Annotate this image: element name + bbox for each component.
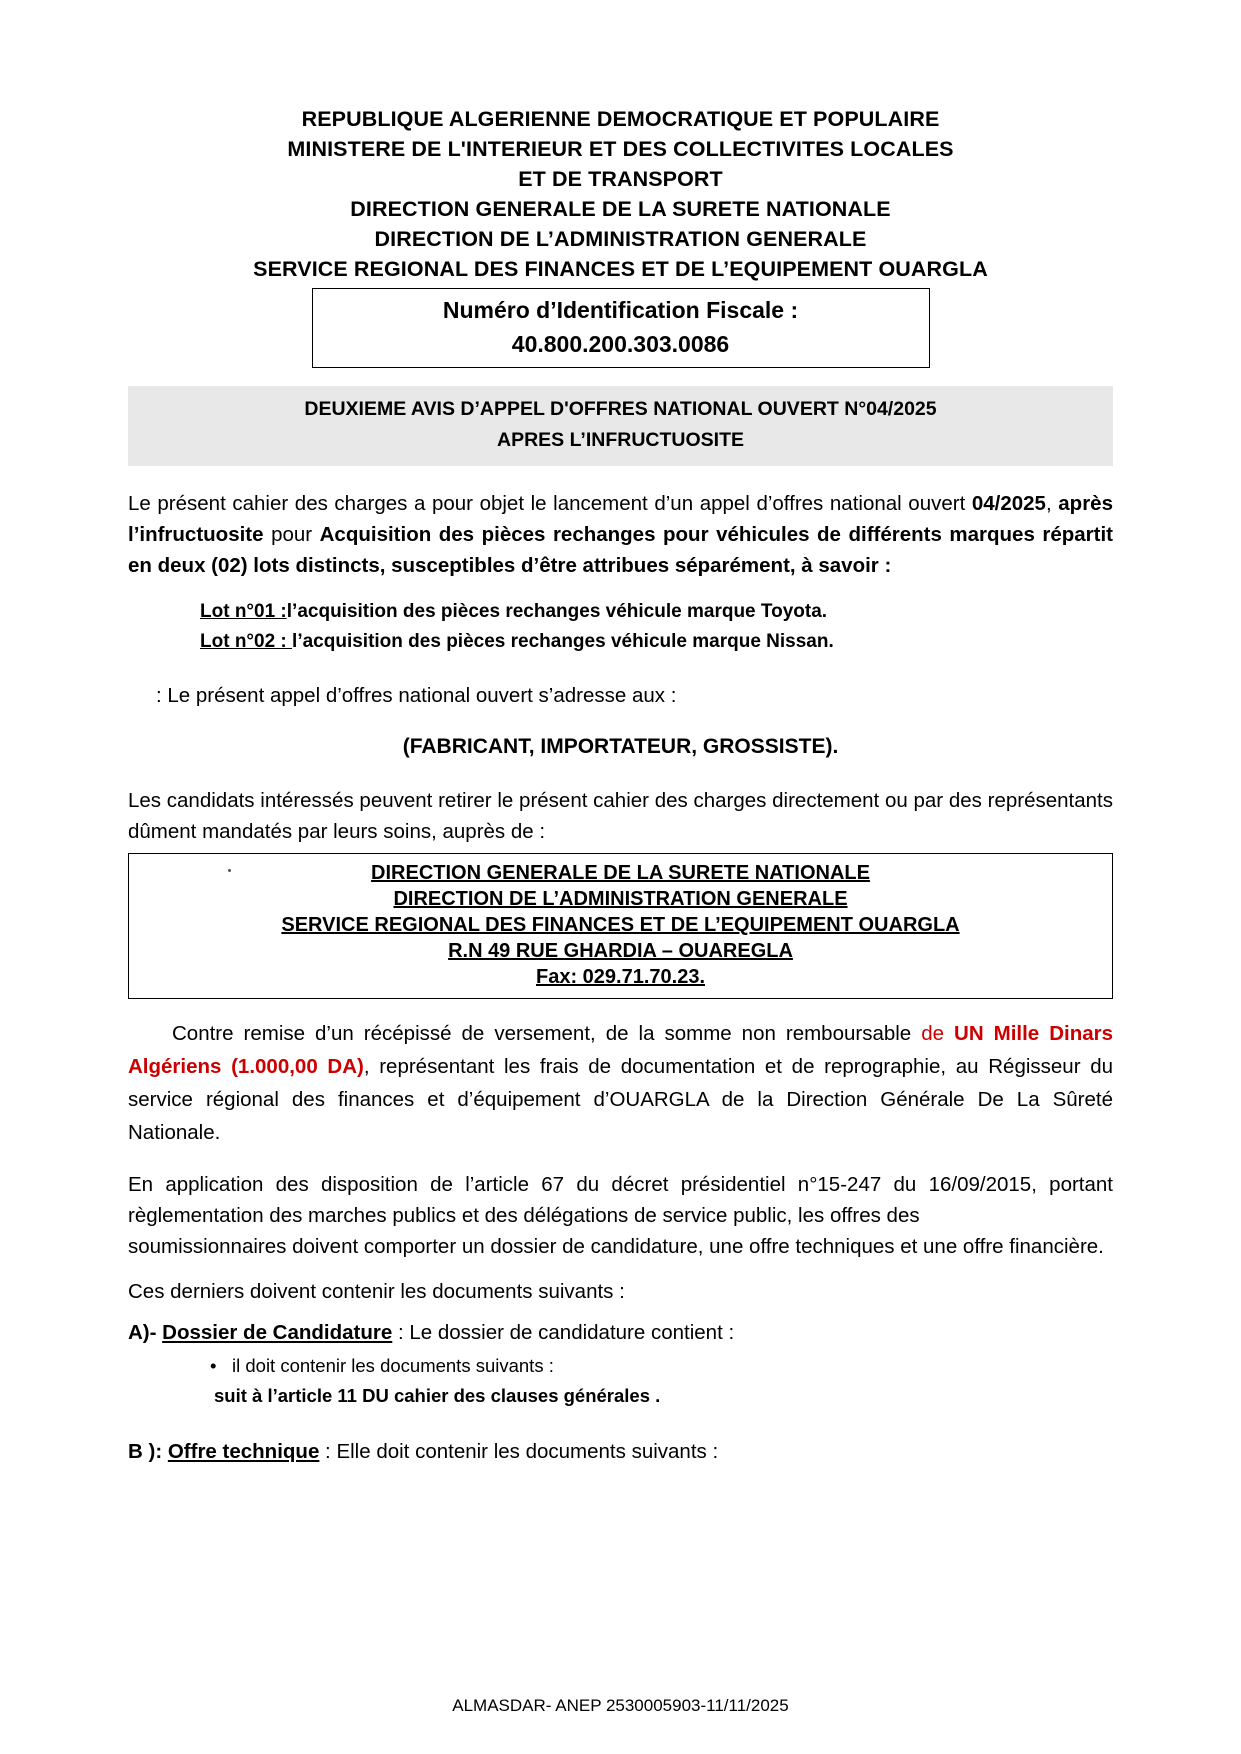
fee-text-2: , représentant les frais de documentation et de reprographie, au Régisseur du service régional des finances et d’équipement d’OUARGLA de la Direction Générale De La Sûreté Nationale.: [128, 1055, 1114, 1144]
document-header: [128, 104, 1113, 284]
addressed-to-line: : Le présent appel d’offres national ouvert s’adresse aux :: [156, 684, 677, 707]
header-line-5: DIRECTION DE L’ADMINISTRATION GENERALE: [374, 227, 867, 251]
object-ref-number: 04/2025: [971, 492, 1046, 515]
fee-amount: UN Mille Dinars Algériens (1.000,00 DA): [128, 1022, 1114, 1078]
lot-item-1: [200, 597, 1113, 627]
section-a-title: Dossier de Candidature: [162, 1321, 393, 1344]
section-a-rest: : Le dossier de candidature contient :: [392, 1321, 735, 1344]
scan-artifact-dot: [228, 869, 231, 872]
address-line-2: DIRECTION DE L’ADMINISTRATION GENERALE: [393, 888, 848, 910]
address-line-4: R.N 49 RUE GHARDIA – OUAREGLA: [448, 940, 793, 962]
lot-1-text: l’acquisition des pièces rechanges véhicule marque Toyota.: [286, 601, 828, 622]
section-a-heading: [128, 1317, 1113, 1348]
object-infructuosite: après l’infructuosite: [128, 492, 1113, 546]
fee-text-1: Contre remise d’un récépissé de versement, de la somme non remboursable: [172, 1022, 922, 1045]
fee-de: de: [921, 1022, 955, 1045]
eligible-bidders: (FABRICANT, IMPORTATEUR, GROSSISTE).: [402, 735, 839, 758]
address-line-3: SERVICE REGIONAL DES FINANCES ET DE L’EQUIPEMENT OUARGLA: [281, 914, 960, 936]
tender-notice-banner: [128, 386, 1113, 466]
section-b-rest: : Elle doit contenir les documents suivants :: [319, 1440, 719, 1463]
fiscal-id-box: [312, 288, 930, 368]
withdrawal-paragraph: Les candidats intéressés peuvent retirer le présent cahier des charges directement ou par des représentants dûment mandatés par leurs soins, auprès de :: [128, 789, 1113, 843]
application-paragraph-2: soumissionnaires doivent comporter un dossier de candidature, une offre techniques et une offre financière.: [128, 1235, 1104, 1258]
section-b-title: Offre technique: [167, 1440, 320, 1463]
application-paragraph-1: En application des disposition de l’article 67 du décret présidentiel n°15-247 du 16/09/2015, portant règlementation des marches publics et des délégations de service public, les offres des: [128, 1173, 1113, 1227]
withdrawal-address-box: [128, 853, 1113, 999]
tender-notice-line-2: APRES L’INFRUCTUOSITE: [496, 429, 745, 451]
tender-notice-line-1: DEUXIEME AVIS D’APPEL D'OFFRES NATIONAL OUVERT N°04/2025: [304, 398, 937, 420]
application-paragraph-3: Ces derniers doivent contenir les documents suivants :: [128, 1280, 625, 1303]
fee-paragraph: [128, 1017, 1113, 1149]
section-b-heading: [128, 1436, 1113, 1467]
object-text-3: pour: [263, 523, 320, 546]
page-footer: ALMASDAR- ANEP 2530005903-11/11/2025: [452, 1696, 789, 1715]
header-line-6: SERVICE REGIONAL DES FINANCES ET DE L’EQUIPEMENT OUARGLA: [253, 257, 988, 281]
address-fax: Fax: 029.71.70.23.: [535, 966, 705, 988]
lots-list: [200, 597, 1113, 657]
object-paragraph: [128, 488, 1113, 581]
header-line-4: DIRECTION GENERALE DE LA SURETE NATIONALE: [350, 197, 891, 221]
lot-2-label: Lot n°02 :: [200, 631, 293, 652]
object-text-2: ,: [1045, 492, 1059, 515]
header-line-3: ET DE TRANSPORT: [518, 167, 723, 191]
fiscal-id-label: Numéro d’Identification Fiscale :: [442, 297, 799, 323]
header-line-1: REPUBLIQUE ALGERIENNE DEMOCRATIQUE ET POPULAIRE: [301, 107, 940, 131]
fiscal-id-value: 40.800.200.303.0086: [511, 331, 730, 357]
section-a-note: suit à l’article 11 DU cahier des clauses générales .: [214, 1385, 661, 1406]
section-b-prefix: B ):: [128, 1440, 168, 1463]
header-line-2: MINISTERE DE L'INTERIEUR ET DES COLLECTIVITES LOCALES: [287, 137, 954, 161]
section-a-prefix: A)-: [128, 1321, 163, 1344]
lot-item-2: [200, 627, 1113, 657]
object-text-1: Le présent cahier des charges a pour objet le lancement d’un appel d’offres national ouvert: [128, 492, 972, 515]
lot-2-text: l’acquisition des pièces rechanges véhicule marque Nissan.: [292, 631, 834, 652]
object-subject: Acquisition des pièces rechanges pour véhicules de différents marques répartit en deux (02) lots distincts, susceptibles d’être attribues séparément, à savoir :: [128, 523, 1113, 577]
lot-1-label: Lot n°01 :: [200, 601, 287, 622]
address-line-1: DIRECTION GENERALE DE LA SURETE NATIONALE: [371, 862, 870, 884]
section-a-bullet: • il doit contenir les documents suivants :: [232, 1352, 1113, 1380]
